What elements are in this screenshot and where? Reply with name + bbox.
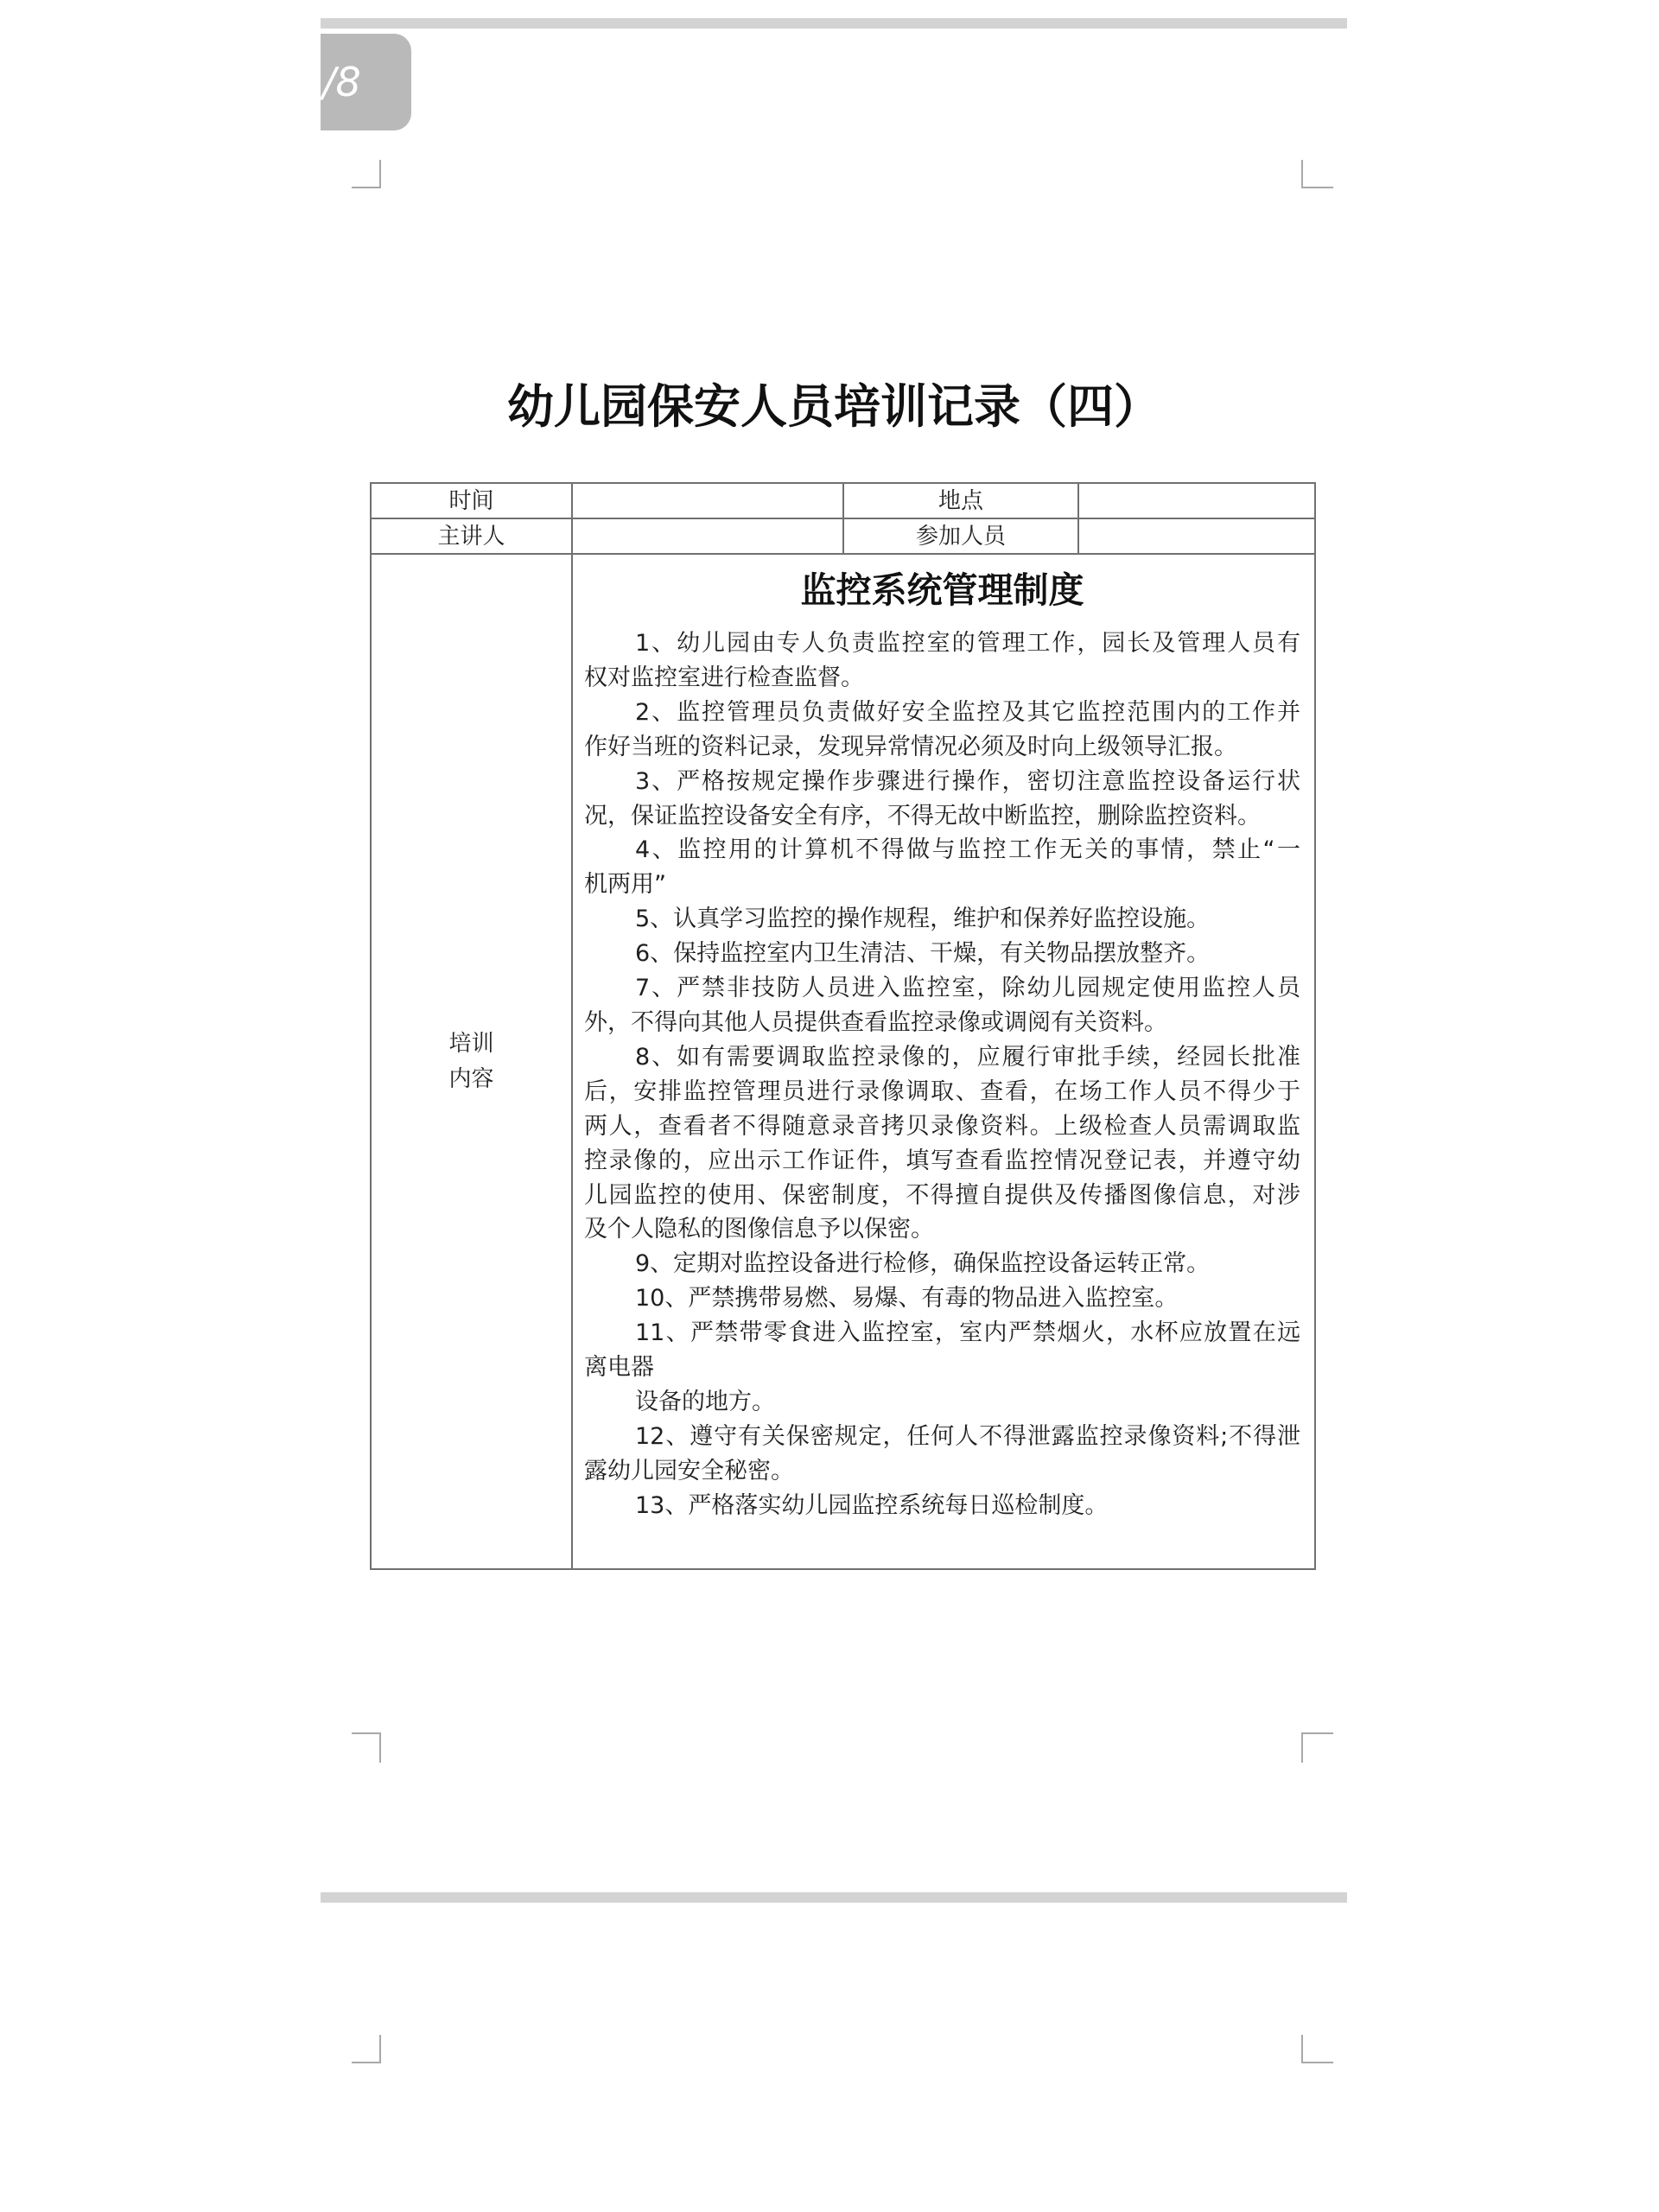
paragraph-line: 1、幼儿园由专人负责监控室的管理工作，园长及管理人员有 (635, 630, 1300, 657)
paragraph-line: 控录像的，应出示工作证件，填写查看监控情况登记表，并遵守幼 (584, 1147, 1300, 1174)
regulation-paragraph (584, 937, 1300, 971)
regulation-paragraph (584, 626, 1300, 696)
regulation-paragraph (584, 696, 1300, 765)
paragraph-line: 3、严格按规定操作步骤进行操作，密切注意监控设备运行状 (635, 767, 1300, 795)
training-record-table (370, 482, 1316, 1570)
paragraph-line: 儿园监控的使用、保密制度，不得擅自提供及传播图像信息，对涉 (584, 1181, 1300, 1209)
speaker-label-cell (371, 518, 572, 554)
time-value-cell (572, 483, 843, 518)
regulation-paragraph (584, 1040, 1300, 1247)
page-divider-top (321, 18, 1347, 29)
paragraph-line: 外，不得向其他人员提供查看监控录像或调阅有关资料。 (584, 1008, 1167, 1036)
attendees-label-cell (843, 518, 1078, 554)
paragraph-line: 作好当班的资料记录，发现异常情况必须及时向上级领导汇报。 (584, 733, 1237, 760)
paragraph-line: 两人，查看者不得随意录音拷贝录像资料。上级检查人员需调取监 (584, 1112, 1300, 1140)
regulation-paragraph (584, 971, 1300, 1040)
crop-mark-bottom-left (352, 1732, 381, 1763)
paragraph-line: 8、如有需要调取监控录像的，应履行审批手续，经园长批准 (635, 1043, 1300, 1071)
crop-mark-next-page-top-left (352, 2035, 381, 2063)
training-content-label-cell (371, 554, 572, 1569)
speaker-value-cell (572, 518, 843, 554)
paragraph-line: 及个人隐私的图像信息予以保密。 (584, 1216, 934, 1243)
paragraph-line: 7、严禁非技防人员进入监控室，除幼儿园规定使用监控人员 (635, 975, 1300, 1002)
location-label-cell (843, 483, 1078, 518)
paragraph-line: 9、定期对监控设备进行检修，确保监控设备运转正常。 (635, 1250, 1211, 1278)
regulation-paragraph (584, 1420, 1300, 1489)
paragraph-line: 5、认真学习监控的操作规程，维护和保养好监控设施。 (635, 906, 1211, 933)
time-label-cell (371, 483, 572, 518)
paragraph-line: 12、遵守有关保密规定，任何人不得泄露监控录像资料;不得泄 (635, 1422, 1300, 1450)
paragraph-line: 10、严禁携带易燃、易爆、有毒的物品进入监控室。 (635, 1285, 1179, 1313)
table-row (371, 483, 1315, 518)
page-number-text: /8 (322, 59, 361, 105)
regulation-paragraph (584, 1489, 1300, 1523)
crop-mark-next-page-top-right (1301, 2035, 1333, 2063)
regulation-paragraph (584, 902, 1300, 937)
speaker-label: 主讲人 (437, 523, 505, 550)
paragraph-line: 13、严格落实幼儿园监控系统每日巡检制度。 (635, 1491, 1109, 1519)
paragraph-line: 后，安排监控管理员进行录像调取、查看，在场工作人员不得少于 (584, 1077, 1300, 1105)
paragraph-line: 离电器 (584, 1354, 654, 1382)
table-row (371, 518, 1315, 554)
paragraph-line: 11、严禁带零食进入监控室，室内严禁烟火，水杯应放置在远 (635, 1319, 1300, 1347)
regulation-heading: 监控系统管理制度 (800, 569, 1084, 611)
crop-mark-top-right (1301, 160, 1333, 188)
paragraph-line: 况，保证监控设备安全有序，不得无故中断监控，删除监控资料。 (584, 802, 1261, 830)
paragraph-line: 露幼儿园安全秘密。 (584, 1457, 794, 1484)
paragraph-line: 机两用” (584, 871, 666, 899)
training-content-label-line: 内容 (448, 1065, 494, 1092)
paragraph-line: 6、保持监控室内卫生清洁、干燥，有关物品摆放整齐。 (635, 940, 1211, 968)
crop-mark-top-left (352, 160, 381, 188)
training-content-label-line: 培训 (448, 1030, 494, 1057)
attendees-label: 参加人员 (915, 523, 1006, 550)
paragraph-line: 2、监控管理员负责做好安全监控及其它监控范围内的工作并 (635, 698, 1300, 726)
attendees-value-cell (1078, 518, 1315, 554)
paragraph-line: 4、监控用的计算机不得做与监控工作无关的事情，禁止“一 (635, 836, 1300, 864)
regulation-paragraph (584, 765, 1300, 834)
paragraph-line: 设备的地方。 (635, 1388, 775, 1415)
page-separator (321, 1892, 1347, 1903)
regulation-paragraph (584, 1281, 1300, 1316)
location-label: 地点 (938, 487, 983, 514)
regulation-paragraph (584, 833, 1300, 902)
page-number-badge (321, 34, 411, 130)
training-content-cell (572, 554, 1315, 1569)
document-title: 幼儿园保安人员培训记录（四） (507, 379, 1160, 434)
regulation-body (584, 626, 1300, 1523)
time-label: 时间 (448, 487, 494, 514)
location-value-cell (1078, 483, 1315, 518)
paragraph-line: 权对监控室进行检查监督。 (584, 664, 864, 691)
table-row (371, 554, 1315, 1569)
regulation-paragraph (584, 1316, 1300, 1385)
regulation-paragraph (584, 1385, 1300, 1420)
crop-mark-bottom-right (1301, 1732, 1333, 1763)
regulation-paragraph (584, 1247, 1300, 1281)
